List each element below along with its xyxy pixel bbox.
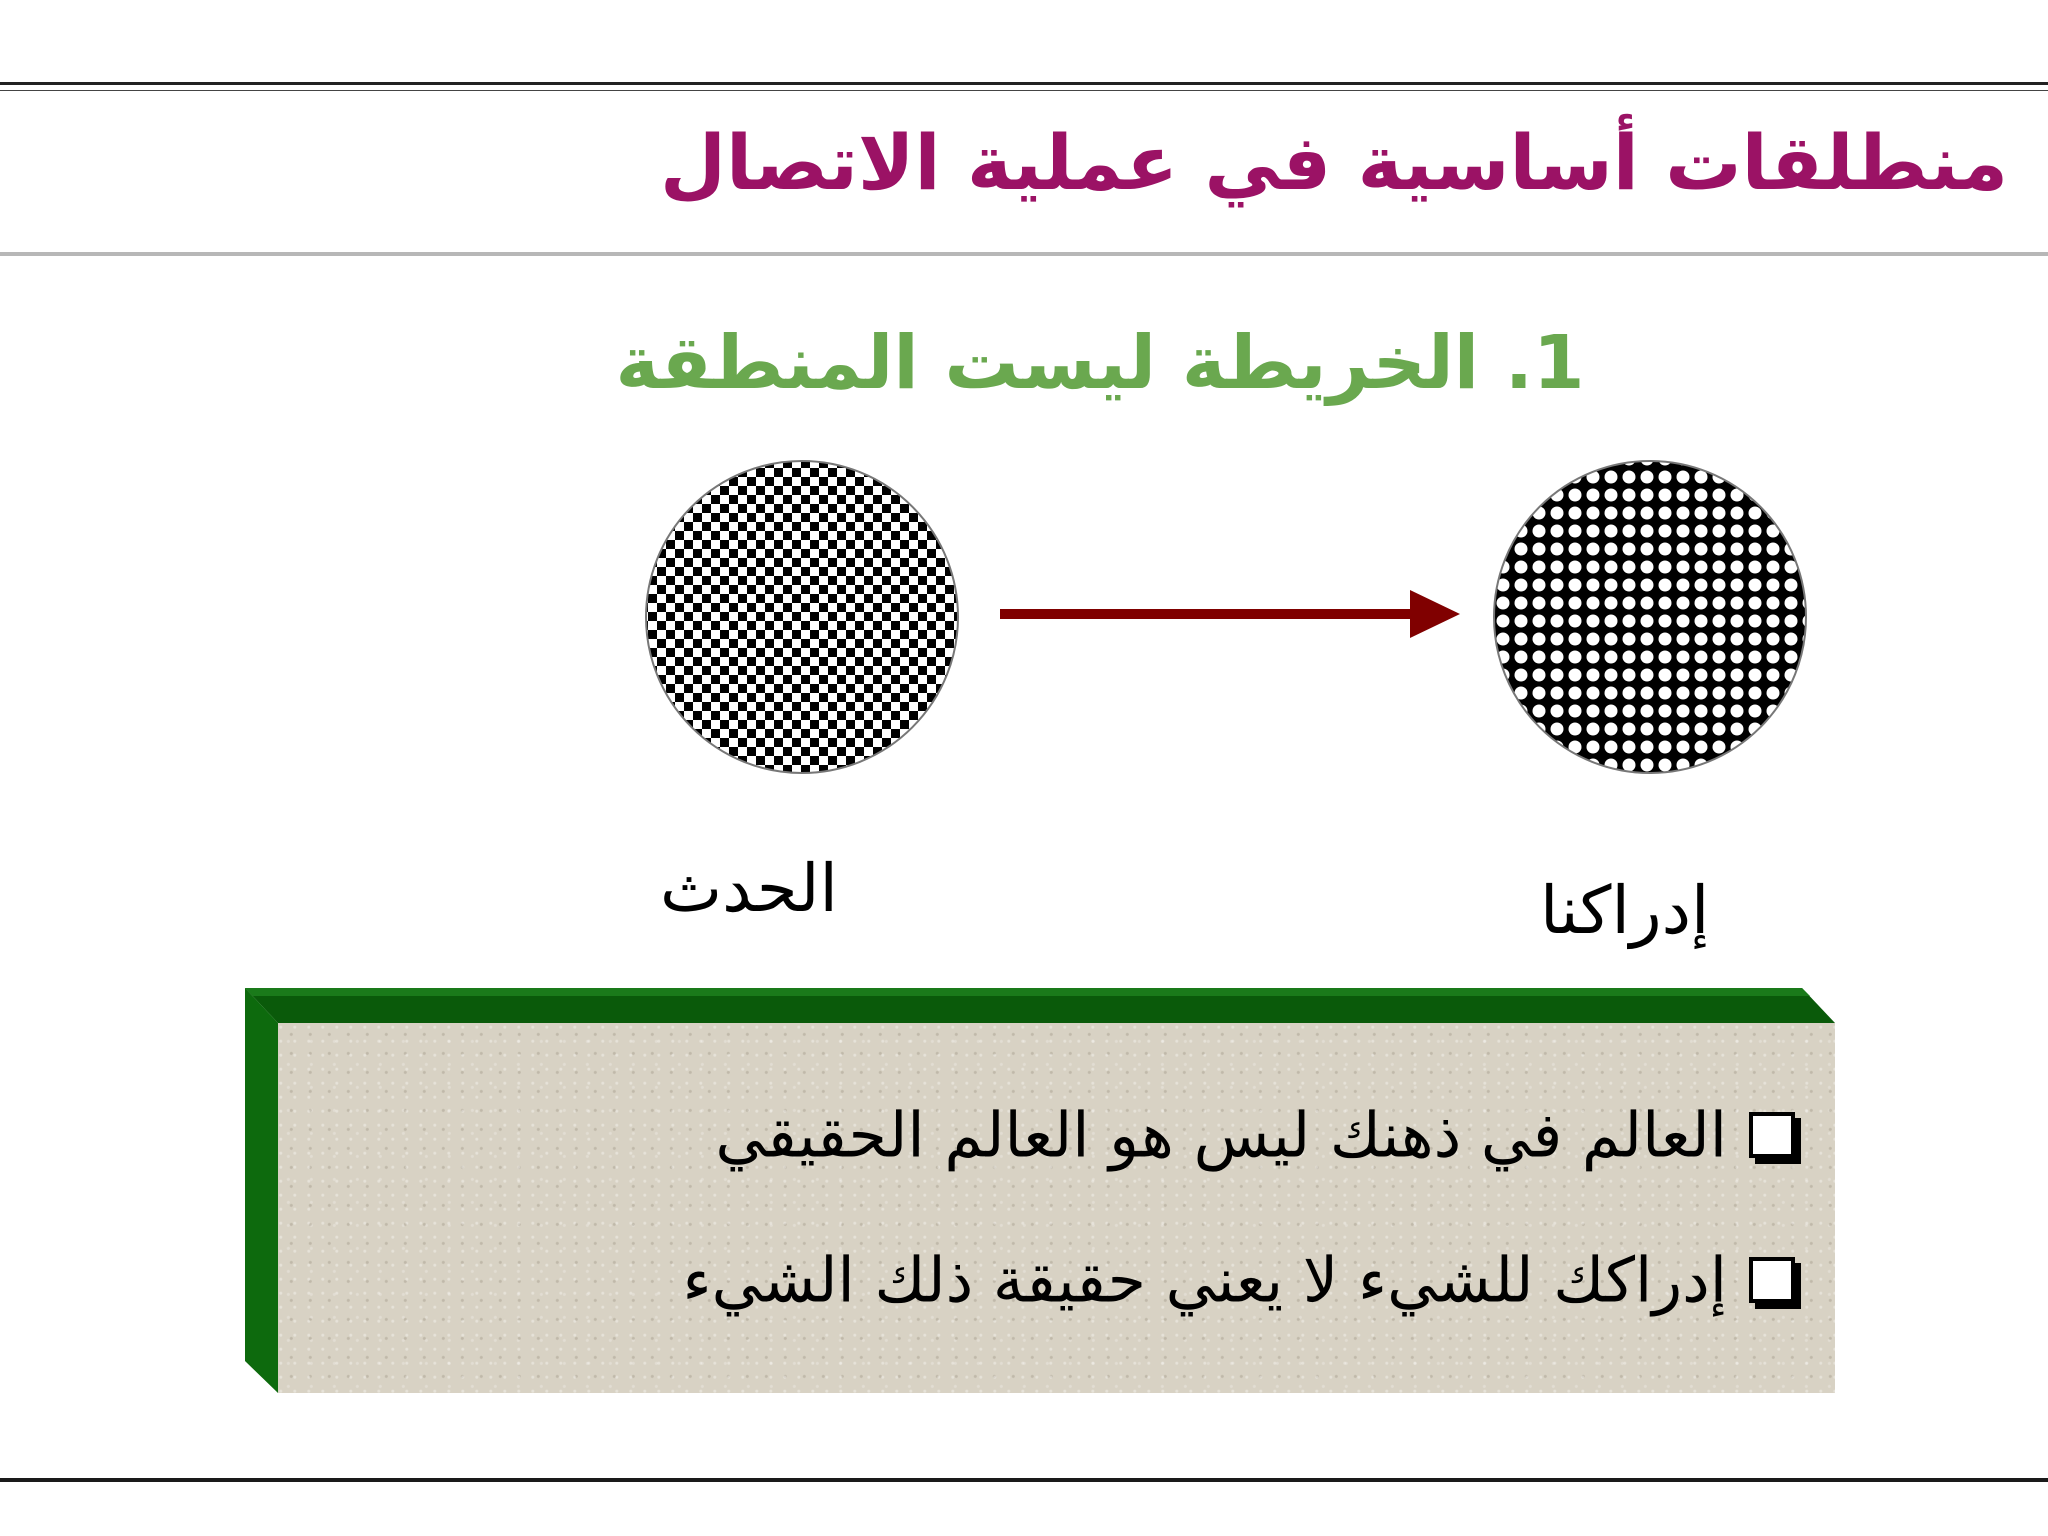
square-bullet-icon — [1749, 1257, 1795, 1303]
perception-circle — [1494, 461, 1806, 773]
bullet-text: إدراكك للشيء لا يعني حقيقة ذلك الشيء — [682, 1243, 1727, 1317]
info-box-face — [278, 1023, 1835, 1393]
bullet-item — [683, 1238, 1796, 1316]
bullet-text: العالم في ذهنك ليس هو العالم الحقيقي — [715, 1098, 1727, 1172]
event-label: الحدث — [660, 850, 838, 927]
section-heading: 1. الخريطة ليست المنطقة — [615, 320, 1585, 406]
event-circle — [646, 461, 958, 773]
info-box — [245, 988, 1835, 1393]
slide-title: منطلقات أساسية في عملية الاتصال — [660, 118, 2008, 207]
bottom-rule — [0, 1478, 2048, 1482]
square-bullet-icon — [1749, 1112, 1795, 1158]
perception-label: إدراكنا — [1540, 872, 1710, 949]
direction-arrow — [1000, 590, 1460, 638]
bullet-item — [715, 1093, 1795, 1171]
